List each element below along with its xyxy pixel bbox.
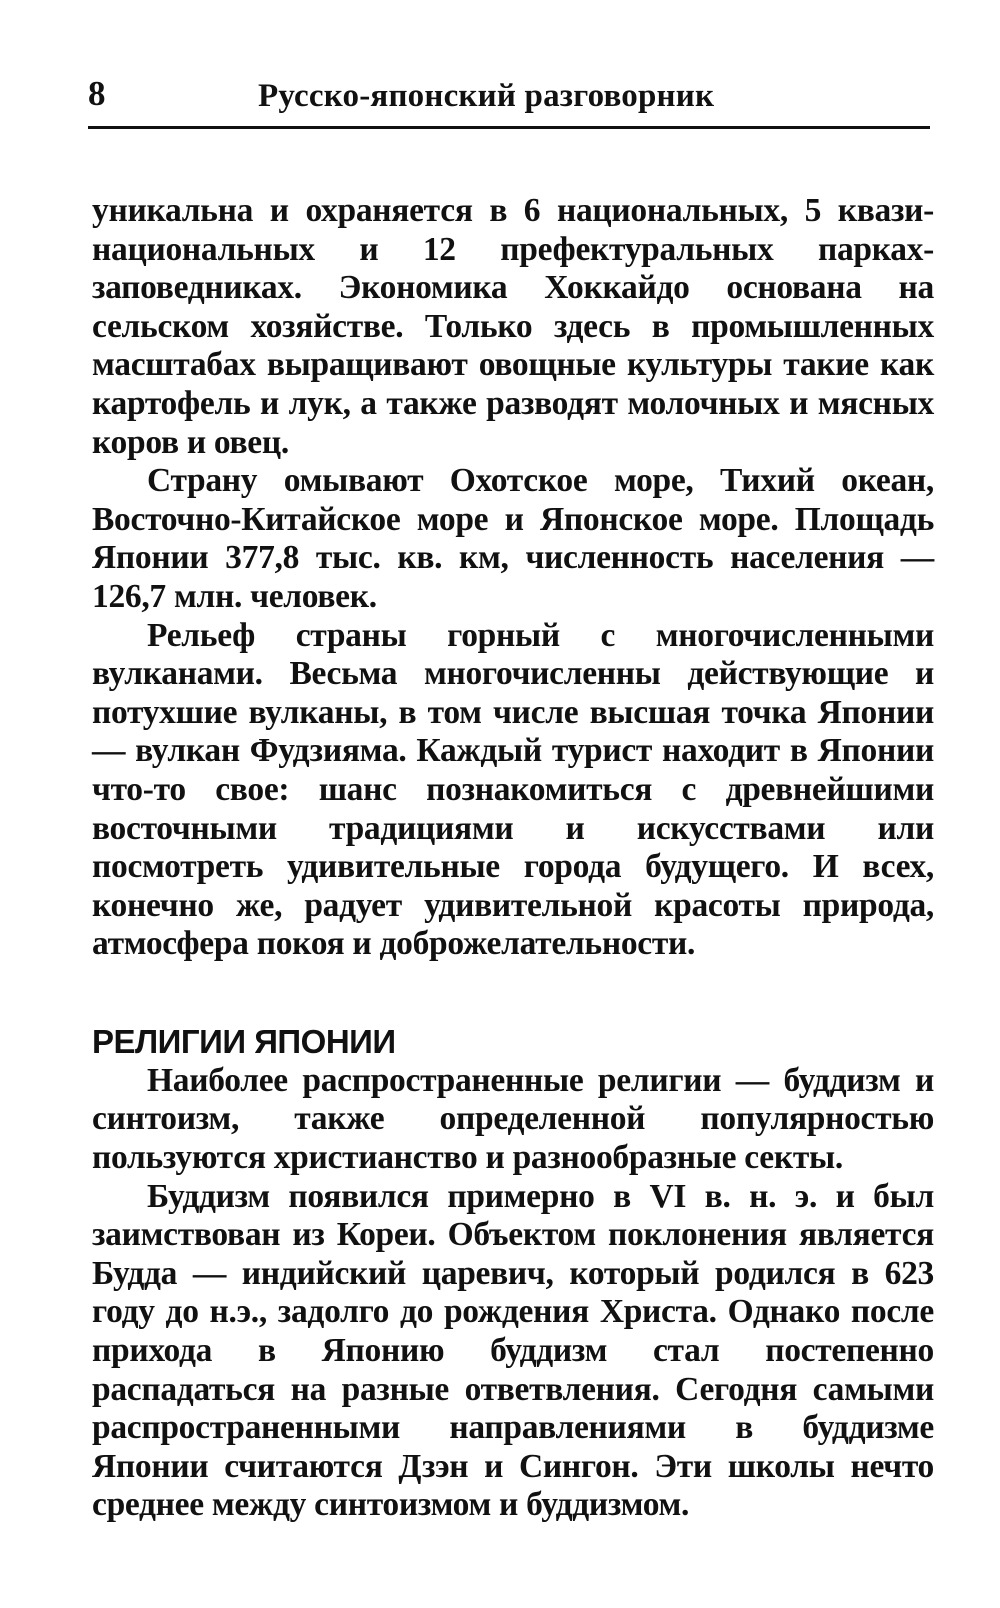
page-number: 8	[88, 74, 106, 113]
paragraph: Страну омывают Охотское море, Тихий океан, Восточно-Китайское море и Японское море. Площадь Японии 377,8 тыс. кв. км, численность населения — 126,7 млн. человек.	[92, 462, 934, 615]
paragraph: Буддизм появился примерно в VI в. н. э. и был заимствован из Кореи. Объектом поклонения является Будда — индийский царевич, который родился в 623 году до н.э., задолго до рождения Христа. Однако после прихода в Японию буддизм стал постепенно распадаться на разные ответвления. Сегодня самыми распространенными направлениями в буддизме Японии считаются Дзэн и Сингон. Эти школы нечто среднее между синтоизмом и буддизмом.	[92, 1177, 934, 1524]
paragraph: Рельеф страны горный с многочисленными вулканами. Весьма многочисленны действующие и потухшие вулканы, в том числе высшая точка Японии — вулкан Фудзияма. Каждый турист находит в Японии что-то свое: шанс познакомиться с древнейшими восточными традициями и искусствами или посмотреть удивительные города будущего. И всех, конечно же, радует удивительной красоты природа, атмосфера покоя и доброжелательности.	[92, 616, 934, 963]
paragraph-continued: уникальна и охраняется в 6 национальных, 5 квази-национальных и 12 префектуральных парках-заповедниках. Экономика Хоккайдо основана на сельском хозяйстве. Только здесь в промышленных масштабах выращивают овощные культуры такие как картофель и лук, а также разводят молочных и мясных коров и овец.	[92, 192, 934, 461]
page-body	[92, 192, 934, 1525]
section-heading: РЕЛИГИИ ЯПОНИИ	[92, 1022, 396, 1060]
paragraph: Наиболее распространенные религии — буддизм и синтоизм, также определенной популярностью пользуются христианство и разнообразные секты.	[92, 1061, 934, 1177]
page-header	[88, 72, 930, 129]
running-title: Русско-японский разговорник	[258, 78, 715, 114]
